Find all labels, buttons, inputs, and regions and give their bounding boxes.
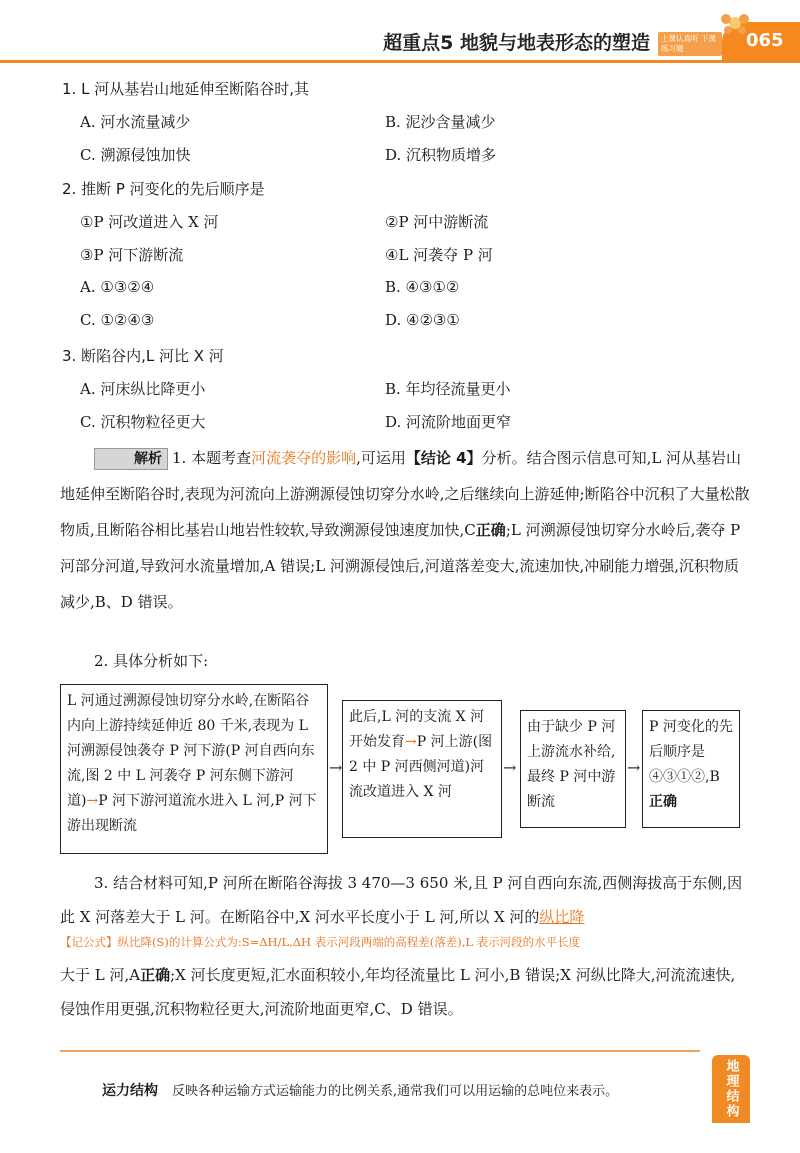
- analysis-text: 3. 结合材料可知,P 河所在断陷谷海拔 3 470—3 650 米,且 P 河自西向东流,西侧海拔高于东侧,因此 X 河落差大于 L 河。在断陷谷中,X 河水平长度小于 L 河,所以 X 河的: [60, 874, 743, 926]
- flow-arrow-1: →: [329, 758, 343, 777]
- flow-box-3: 由于缺少 P 河上游流水补给,最终 P 河中游断流: [520, 710, 626, 828]
- chapter-title: 超重点5 地貌与地表形态的塑造: [383, 32, 650, 54]
- correct-mark: 正确: [649, 794, 677, 810]
- analysis-label: 解析: [94, 448, 168, 470]
- inline-arrow: →: [405, 734, 417, 750]
- header-slogan: 上课认真听 下课练习题: [658, 32, 722, 56]
- header-divider: [0, 60, 800, 63]
- question-3-stem: 3. 断陷谷内,L 河比 X 河: [62, 347, 224, 365]
- correct-mark: 正确: [475, 521, 506, 539]
- question-2-event-3: ③P 河下游断流: [80, 246, 184, 264]
- question-2-event-4: ④L 河袭夺 P 河: [385, 246, 493, 264]
- question-1-option-b: B. 泥沙含量减少: [385, 113, 496, 131]
- question-3-option-c: C. 沉积物粒径更大: [80, 413, 206, 431]
- question-3-option-a: A. 河床纵比降更小: [80, 380, 206, 398]
- analysis-text: ;L 河溯源侵蚀切穿分水岭后,袭夺 P 河部分河道,导致河水流量增加,A 错误;L 河溯源侵蚀后,河道落差变大,流速加快,冲刷能力增强,沉积物质减少,B、D 错误。: [60, 521, 741, 611]
- flow-box-2: [342, 700, 502, 838]
- question-2-option-a: A. ①③②④: [80, 278, 155, 296]
- question-2-event-2: ②P 河中游断流: [385, 213, 489, 231]
- flow-box-4-text: P 河变化的先后顺序是④③①②,B: [649, 719, 733, 785]
- analysis-paragraph-3: [60, 866, 750, 934]
- analysis-paragraph-3-cont: [60, 958, 750, 1026]
- analysis-text: 1. 本题考查: [172, 449, 252, 467]
- flow-box-2-text: P 河上游(图 2 中 P 河西侧河道)河流改道进入 X 河: [349, 734, 493, 800]
- correct-mark: 正确: [140, 966, 171, 984]
- question-2-option-c: C. ①②④③: [80, 311, 155, 329]
- question-3-option-d: D. 河流阶地面更窄: [385, 413, 512, 431]
- flow-arrow-2: →: [503, 758, 517, 777]
- flow-box-1: [60, 684, 328, 854]
- vertical-gradient-term: 纵比降: [539, 908, 585, 926]
- question-3-option-b: B. 年均径流量更小: [385, 380, 511, 398]
- footer-divider: [60, 1050, 700, 1052]
- footer-term: 运力结构: [102, 1083, 158, 1099]
- analysis-paragraph-1: [60, 440, 750, 620]
- question-2-stem: 2. 推断 P 河变化的先后顺序是: [62, 180, 265, 198]
- question-1-option-d: D. 沉积物质增多: [385, 146, 497, 164]
- flow-arrow-3: →: [627, 758, 641, 777]
- analysis-text: 分析。结合图示信息可知,L 河从基岩山地延伸至断陷谷时,表现为河流向上游溯源侵蚀切穿分水岭,之后继续向上游延伸;断陷谷中沉积了大量松散物质,且断陷谷相比基岩山地岩性较软,导致溯源侵蚀速度加快,C: [60, 449, 750, 539]
- question-1-stem: 1. L 河从基岩山地延伸至断陷谷时,其: [62, 80, 309, 98]
- page-number: 065: [746, 30, 784, 51]
- question-1-option-a: A. 河水流量减少: [80, 113, 191, 131]
- footer-definition: 反映各种运输方式运输能力的比例关系,通常我们可以用运输的总吨位来表示。: [172, 1084, 619, 1099]
- question-2-option-d: D. ④②③①: [385, 311, 460, 329]
- flow-box-2-text: 此后,L 河的支流 X 河开始发育: [349, 709, 485, 750]
- analysis-text: 大于 L 河,A: [60, 966, 141, 984]
- flow-box-4: [642, 710, 740, 828]
- question-2-event-1: ①P 河改道进入 X 河: [80, 213, 219, 231]
- conclusion-reference: 【结论 4】: [405, 449, 482, 467]
- page-header: [0, 0, 800, 64]
- analysis-paragraph-2: 2. 具体分析如下:: [94, 652, 209, 670]
- analysis-text: ,可运用: [356, 449, 406, 467]
- side-tab: 地理结构: [712, 1055, 750, 1123]
- question-1-option-c: C. 溯源侵蚀加快: [80, 146, 191, 164]
- question-2-option-b: B. ④③①②: [385, 278, 460, 296]
- inline-arrow: →: [86, 793, 99, 809]
- flow-box-1-text: L 河通过溯源侵蚀切穿分水岭,在断陷谷内向上游持续延伸近 80 千米,表现为 L 河溯源侵蚀袭夺 P 河下游(P 河自西向东流,图 2 中 L 河袭夺 P 河东侧下游河道): [67, 693, 315, 809]
- formula-note: 【记公式】纵比降(S)的计算公式为:S=ΔH/L,ΔH 表示河段两端的高程差(落差),L 表示河段的水平长度: [60, 935, 581, 949]
- analysis-highlight: 河流袭夺的影响: [251, 449, 357, 467]
- flow-box-1-text: P 河下游河道流水进入 L 河,P 河下游出现断流: [67, 793, 317, 834]
- analysis-text: ;X 河长度更短,汇水面积较小,年均径流量比 L 河小,B 错误;X 河纵比降大,河流流速快,侵蚀作用更强,沉积物粒径更大,河流阶地面更窄,C、D 错误。: [60, 966, 736, 1018]
